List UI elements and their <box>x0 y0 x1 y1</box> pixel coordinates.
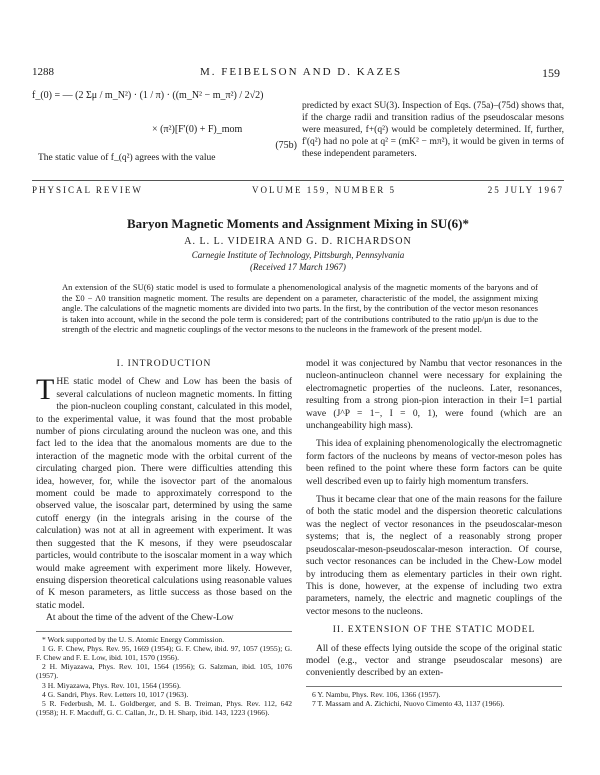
article-title: Baryon Magnetic Moments and Assignment Mixing in SU(6)* <box>127 216 469 231</box>
footnote: 3 H. Miyazawa, Phys. Rev. 101, 1564 (1956). <box>42 680 181 690</box>
intro-paragraph-1-text: HE static model of Chew and Low has been the basis of several calculations of nucleon magnetic moments. In fitting the pion-nucleon coupling constant, calculated in this model, to the experimental value, it was found that the most probable number of pions circulating around the nucleon was one, and this fact led to the idea that the anomalous moments are due to the interaction of the magnetic mode with the orbital current of the circulating charged pion. There were difficulties attending this idea, however, for, while the isovector part of the anomalous moment could be made to approximately correspond to the observed value, the isoscalar part, determined by using the same cutoff energy (in the integrals arising in the course of the calculation) was not at all in agreement with experiment. It was then suggested that the K mesons, if they were pseudoscalar particles, would contribute to the isoscalar moment in a way which would make agreement with experiment more likely. However, ensuing dispersion theoretical calculations using reasonable values of K meson parameters, as little success as those based on the static model. <box>36 377 292 611</box>
intro-heading: I. INTRODUCTION <box>116 359 212 369</box>
equation-number: (75b) <box>275 140 297 151</box>
previous-article-sentence: The static value of f_(q²) agrees with the value <box>38 153 216 163</box>
footnote: 7 T. Massam and A. Zichichi, Nuovo Cimento 43, 1137 (1966). <box>312 698 505 708</box>
right-paragraph-2: This idea of explaining phenomenologically the electromagnetic form factors of the nucleons by means of vector-meson poles has been refined to the point where these form factors can be quite well described even up to fairly high momentum transfers. <box>306 439 562 487</box>
footnotes-left <box>36 631 292 718</box>
dropcap: T <box>36 373 55 407</box>
page-number: 159 <box>542 66 560 80</box>
left-column <box>36 358 292 717</box>
footnotes-right <box>306 686 562 708</box>
article-received: (Received 17 March 1967) <box>250 262 346 272</box>
page-header-left: 1288 <box>32 66 54 78</box>
footnote: 6 Y. Nambu, Phys. Rev. 106, 1366 (1957). <box>312 689 441 699</box>
running-title: M. FEIBELSON AND D. KAZES <box>200 66 403 78</box>
footnote: 5 R. Federbush, M. L. Goldberger, and S. B. Treiman, Phys. Rev. 112, 642 (1958); H. F. Macduff, G. C. Callan, Jr., D. H. Sharp, ibid. 143, 1223 (1966). <box>36 698 292 718</box>
article-authors: A. L. L. VIDEIRA AND G. D. RICHARDSON <box>184 236 412 247</box>
equation-line-2: × (π²)[F'(0) + F)_mom <box>152 124 243 135</box>
journal-date: 25 JULY 1967 <box>487 185 564 195</box>
abstract: An extension of the SU(6) static model is used to formulate a phenomenological analysis of the magnetic moments of the baryons and of the Σ0 − Λ0 transition magnetic moment. The results are dependent on a parameter, characteristic of the model, the assignment mixing angle. The calculations of the magnetic moments are divided into two parts. In the first, by the contribution of the vector meson resonances is taken into account, while in the second the pole term is considered; part of the contributions contributed to the ratio μp/μn is due to the strength of the electric and magnetic couplings of the vector mesons to the nucleons in the framework of the present model. <box>62 282 538 334</box>
article-affiliation: Carnegie Institute of Technology, Pittsburgh, Pennsylvania <box>191 250 405 260</box>
journal-bar <box>32 180 564 195</box>
extension-heading: II. EXTENSION OF THE STATIC MODEL <box>332 625 536 636</box>
right-column <box>306 358 562 708</box>
right-paragraph-3: Thus it became clear that one of the main reasons for the failure of both the static model and the dispersion theoretic calculations was the neglect of vector resonances in the pseudoscalar-meson systems; that is, the neglect of a reasonably strong proper pseudoscalar-meson-pseudoscalar-meson interaction. Of course, such vector resonances can be included in the Chew-Low model by introducing them as elementary particles in their own right. This is done, however, at the expense of including two extra parameters, namely, the electric and magnetic couplings of the vector mesons to the nucleons. <box>306 495 562 617</box>
equation-block <box>32 90 297 151</box>
footnote: 4 G. Sandri, Phys. Rev. Letters 10, 1017 (1963). <box>42 689 189 699</box>
intro-paragraph-2: At about the time of the advent of the Chew-Low <box>46 613 234 624</box>
previous-article-text: predicted by exact SU(3). Inspection of Eqs. (75a)–(75d) shows that, if the charge radii and transition radius of the pseudoscalar mesons were measured, f+(q²) would be completely determined. If, further, f'(q²) had no pole at q² = (mK² − mπ²), it would be given in terms of these independent parameters. <box>302 101 564 159</box>
right-paragraph-1: model it was conjectured by Nambu that vector resonances in the nucleon-antinucleon channel were necessary for explaining the electromagnetic properties of the nucleons. Later, resonances, resulting from a strong pion-pion interaction in their I=1 partial wave (J^P = 1−, I = 0, 1), were found (which are an unchangeability high mass). <box>306 359 562 432</box>
footnote: 1 G. F. Chew, Phys. Rev. 95, 1669 (1954); G. F. Chew, ibid. 97, 1057 (1955); G. F. Chew and F. E. Low, ibid. 101, 1570 (1956). <box>36 643 292 662</box>
equation-line-1: f_(0) = ― (2 Σμ / m_N²) · (1 / π) · ((m_N² − m_π²) / 2√2) <box>32 90 264 101</box>
footnote: * Work supported by the U. S. Atomic Energy Commission. <box>42 634 225 644</box>
journal-volume: VOLUME 159, NUMBER 5 <box>252 185 397 195</box>
intro-paragraph-1 <box>36 373 292 612</box>
right-paragraph-4: All of these effects lying outside the scope of the original static model (e.g., vector and strange pseudoscalar mesons) are conveniently described by an exten- <box>306 643 562 679</box>
journal-name: PHYSICAL REVIEW <box>32 185 143 195</box>
footnote: 2 H. Miyazawa, Phys. Rev. 101, 1564 (1956); G. Salzman, ibid. 105, 1076 (1957). <box>36 662 292 681</box>
